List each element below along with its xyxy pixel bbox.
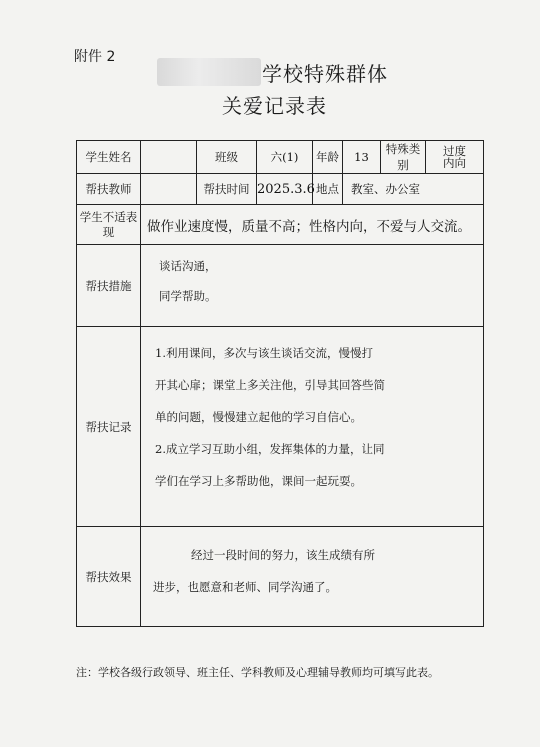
- age-label: 年龄: [313, 141, 343, 174]
- care-record-table: [76, 140, 484, 627]
- measures-label: 帮扶措施: [77, 245, 141, 327]
- record-line3: 单的问题，慢慢建立起他的学习自信心。: [155, 410, 362, 424]
- teacher-label: 帮扶教师: [77, 174, 141, 205]
- attachment-label: 附件 2: [74, 49, 116, 65]
- record-line5: 学们在学习上多帮助他，课间一起玩耍。: [155, 474, 362, 488]
- footnote: 注：学校各级行政领导、班主任、学科教师及心理辅导教师均可填写此表。: [76, 666, 439, 679]
- row-record: [77, 327, 484, 527]
- age-value: 13: [343, 141, 381, 174]
- measures-line1: 谈话沟通，: [159, 259, 217, 273]
- discomfort-label: 学生不适表现: [77, 205, 141, 245]
- teacher-value: [141, 174, 197, 205]
- record-line2: 开其心扉；课堂上多关注他，引导其回答些简: [155, 378, 385, 392]
- special-category-value: [426, 141, 484, 174]
- student-name-value: [141, 141, 197, 174]
- measures-value: [141, 245, 484, 327]
- row-teacher-info: [77, 174, 484, 205]
- discomfort-value: 做作业速度慢，质量不高；性格内向，不爱与人交流。: [141, 205, 484, 245]
- effect-line2: 进步，也愿意和老师、同学沟通了。: [153, 580, 337, 594]
- special-category-label: 特殊类别: [381, 141, 426, 174]
- record-line1: 1.利用课间，多次与该生谈话交流，慢慢打: [155, 346, 373, 360]
- row-measures: [77, 245, 484, 327]
- row-basic-info: [77, 141, 484, 174]
- class-label: 班级: [197, 141, 257, 174]
- location-value: 教室、办公室: [343, 174, 484, 205]
- record-value: [141, 327, 484, 527]
- form-title-line2: 关爱记录表: [222, 94, 327, 118]
- row-discomfort: [77, 205, 484, 245]
- record-line4: 2.成立学习互助小组，发挥集体的力量，让同: [155, 442, 385, 456]
- effect-line1: 经过一段时间的努力，该生成绩有所: [191, 548, 375, 562]
- record-label: 帮扶记录: [77, 327, 141, 527]
- measures-line2: 同学帮助。: [159, 289, 217, 303]
- form-title-line1: 学校特殊群体: [262, 62, 388, 86]
- student-name-label: 学生姓名: [77, 141, 141, 174]
- effect-value: [141, 527, 484, 627]
- redacted-school-name: [157, 58, 261, 86]
- row-effect: [77, 527, 484, 627]
- class-value: 六(1): [257, 141, 313, 174]
- location-label: 地点: [313, 174, 343, 205]
- time-value: 2025.3.6: [257, 174, 313, 205]
- time-label: 帮扶时间: [197, 174, 257, 205]
- special-category-value-line2: 内向: [443, 156, 466, 170]
- effect-label: 帮扶效果: [77, 527, 141, 627]
- special-category-value-line1: 过度: [443, 143, 466, 158]
